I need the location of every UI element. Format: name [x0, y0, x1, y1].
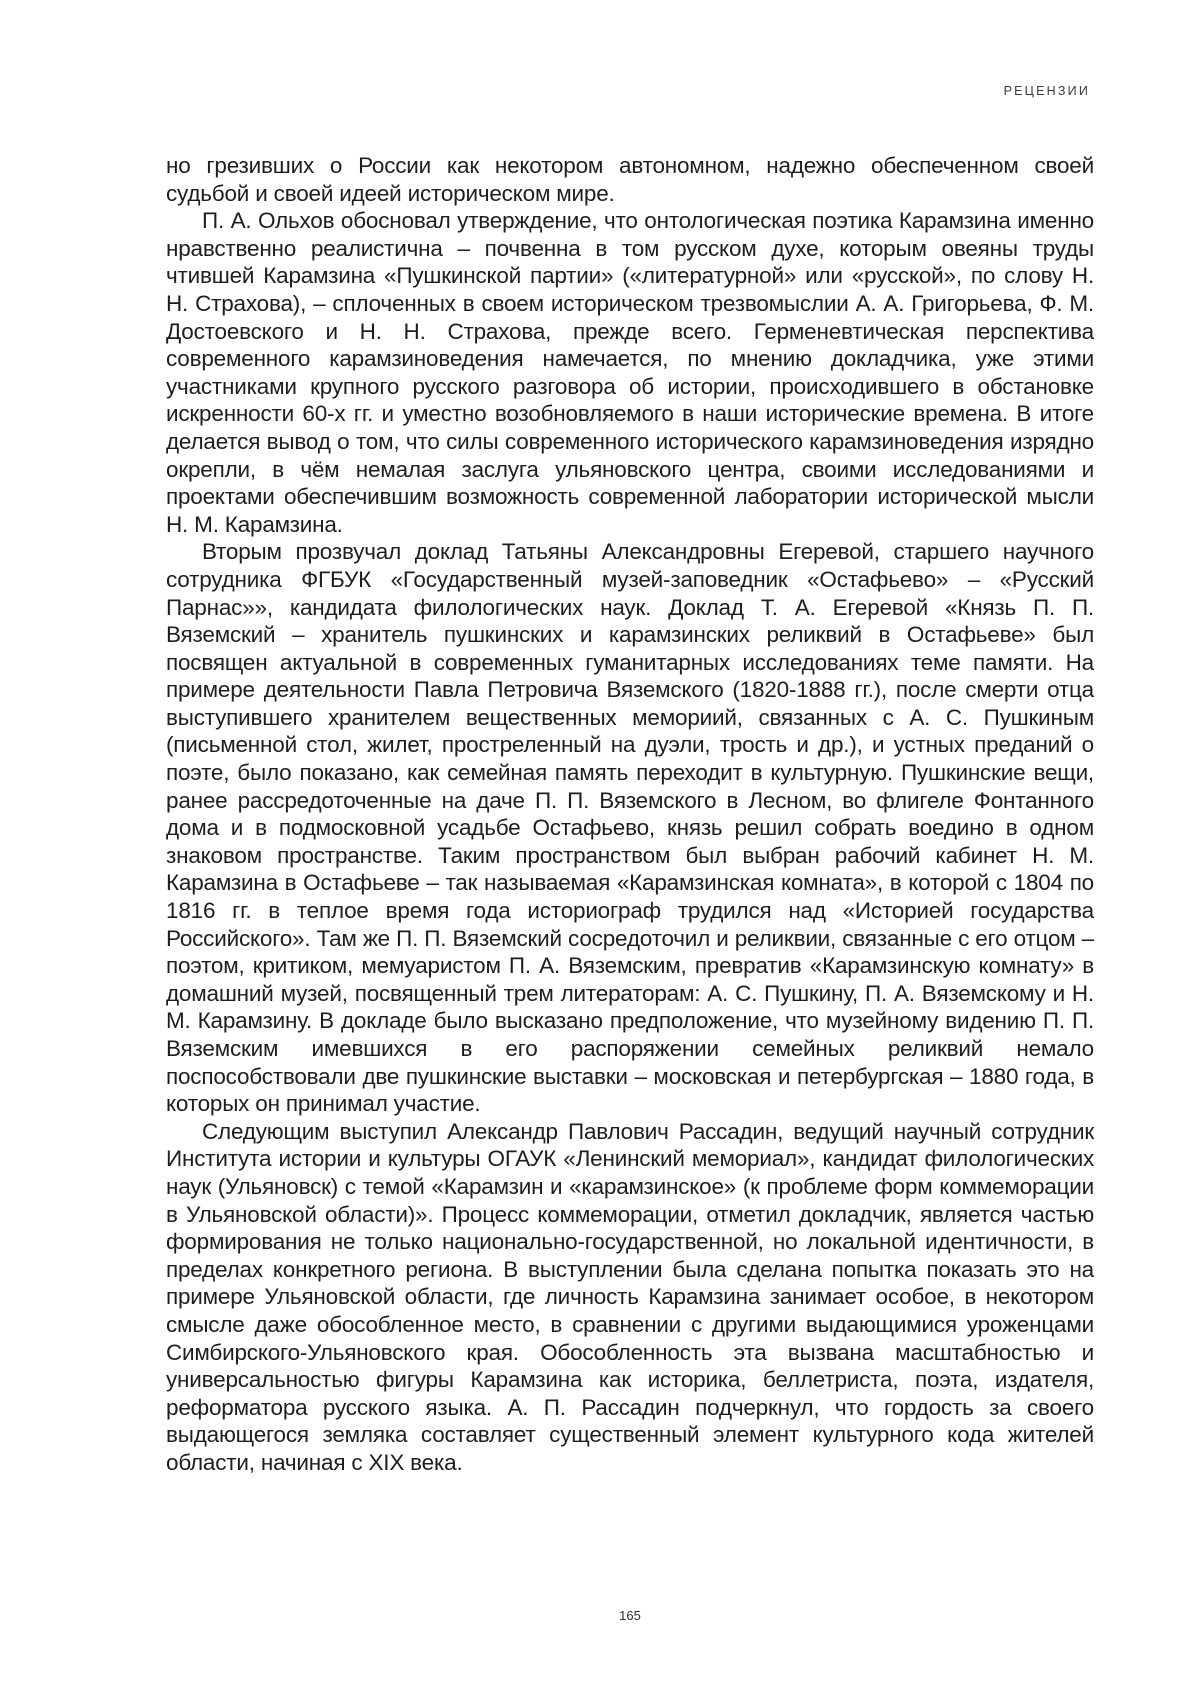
- paragraph-egereva: Вторым прозвучал доклад Татьяны Александровны Егеревой, старшего научного сотрудника ФГБУК «Государственный музей-заповедник «Остафьево» – «Русский Парнас»», кандидата филологических наук. Доклад Т. А. Егеревой «Князь П. П. Вяземский – хранитель пушкинских и карамзинских реликвий в Остафьеве» был посвящен актуальной в современных гуманитарных исследованиях теме памяти. На примере деятельности Павла Петровича Вяземского (1820-1888 гг.), после смерти отца выступившего хранителем вещественных мемориий, связанных с А. С. Пушкиным (письменной стол, жилет, простреленный на дуэли, трость и др.), и устных преданий о поэте, было показано, как семейная память переходит в культурную. Пушкинские вещи, ранее рассредоточенные на даче П. П. Вяземского в Лесном, во флигеле Фонтанного дома и в подмосковной усадьбе Остафьево, князь решил собрать воедино в одном знаковом пространстве. Таким пространством был выбран рабочий кабинет Н. М. Карамзина в Остафьеве – так называемая «Карамзинская комната», в которой с 1804 по 1816 гг. в теплое время года историограф трудился над «Историей государства Российского». Там же П. П. Вяземский сосредоточил и реликвии, связанные с его отцом – поэтом, критиком, мемуаристом П. А. Вяземским, превратив «Карамзинскую комнату» в домашний музей, посвященный трем литераторам: А. С. Пушкину, П. А. Вяземскому и Н. М. Карамзину. В докладе было высказано предположение, что музейному видению П. П. Вяземским имевшихся в его распоряжении семейных реликвий немало поспособствовали две пушкинские выставки – московская и петербургская – 1880 года, в которых он принимал участие.: [166, 539, 1094, 1117]
- running-head: РЕЦЕНЗИИ: [1003, 84, 1090, 98]
- body-text: [166, 152, 1094, 1477]
- paragraph-continuation: но грезивших о России как некотором автономном, надежно обеспеченном своей судьбой и своей идеей историческом мире.: [166, 153, 1094, 206]
- paragraph-rassadin: Следующим выступил Александр Павлович Рассадин, ведущий научный сотрудник Института истории и культуры ОГАУК «Ленинский мемориал», кандидат филологических наук (Ульяновск) с темой «Карамзин и «карамзинское» (к проблеме форм коммеморации в Ульяновской области)». Процесс коммеморации, отметил докладчик, является частью формирования не только национально-государственной, но локальной идентичности, в пределах конкретного региона. В выступлении была сделана попытка показать это на примере Ульяновской области, где личность Карамзина занимает особое, в некотором смысле даже обособленное место, в сравнении с другими выдающимися уроженцами Симбирского-Ульяновского края. Обособленность эта вызвана масштабностью и универсальностью фигуры Карамзина как историка, беллетриста, поэта, издателя, реформатора русского языка. А. П. Рассадин подчеркнул, что гордость за своего выдающегося земляка составляет существенный элемент культурного кода жителей области, начиная с XIX века.: [166, 1118, 1094, 1475]
- paragraph-olkhov: П. А. Ольхов обосновал утверждение, что онтологическая поэтика Карамзина именно нравственно реалистична – почвенна в том русском духе, которым овеяны труды чтившей Карамзина «Пушкинской партии» («литературной» или «русской», по слову Н. Н. Страхова), – сплоченных в своем историческом трезвомыслии А. А. Григорьева, Ф. М. Достоевского и Н. Н. Страхова, прежде всего. Герменевтическая перспектива современного карамзиноведения намечается, по мнению докладчика, уже этими участниками крупного русского разговора об истории, происходившего в обстановке искренности 60-х гг. и уместно возобновляемого в наши исторические времена. В итоге делается вывод о том, что силы современного исторического карамзиноведения изрядно окрепли, в чём немалая заслуга ульяновского центра, своими исследованиями и проектами обеспечившим возможность современной лаборатории исторической мысли Н. М. Карамзина.: [166, 208, 1094, 537]
- page-number: 165: [619, 1608, 641, 1623]
